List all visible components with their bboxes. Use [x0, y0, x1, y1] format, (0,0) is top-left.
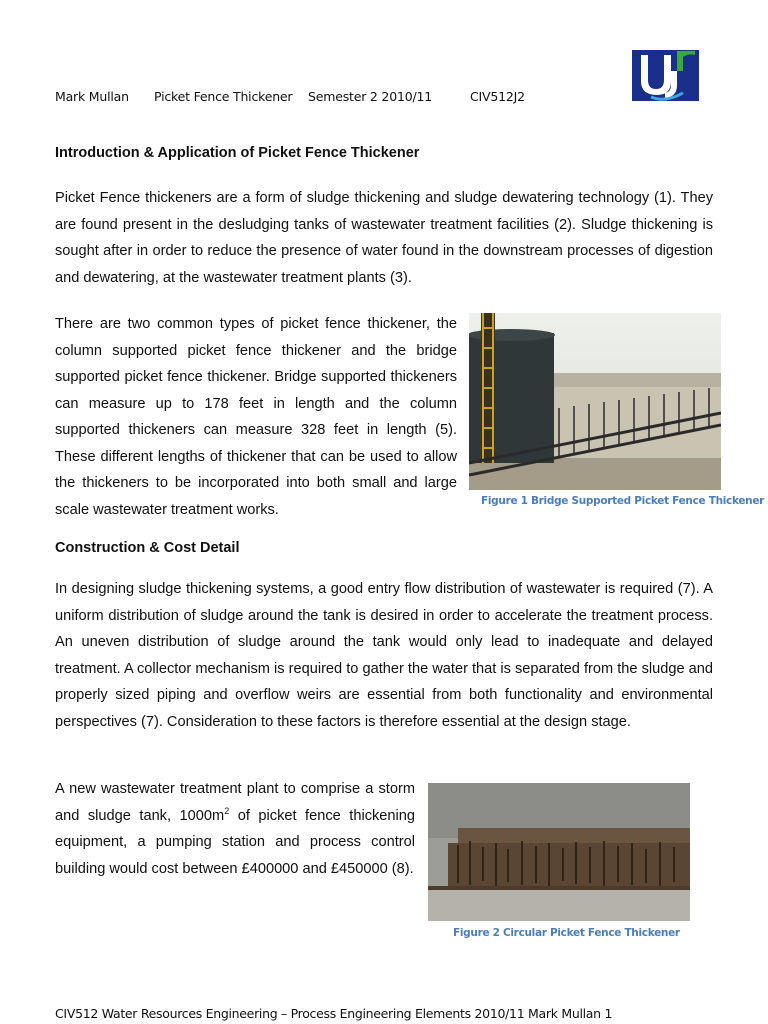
squared-superscript: 2 — [224, 805, 230, 816]
header-semester: Semester 2 2010/11 — [308, 89, 432, 104]
intro-paragraph-2: There are two common types of picket fence thickener, the column supported picket fence thickener and the bridge supported picket fence thickener. Bridge supported thickeners can measure up to 178 feet in length and the column supported thickeners can measure 328 feet in length (5). These different lengths of thickener that can be used to allow the thickeners to be incorporated into both small and large scale wastewater treatment works. — [55, 316, 457, 518]
figure-2-photo — [428, 783, 690, 921]
header-course-code: CIV512J2 — [470, 89, 525, 104]
construction-paragraph-2 — [55, 776, 415, 882]
figure-2-caption: Figure 2 Circular Picket Fence Thickener — [453, 927, 680, 939]
cost-text-part-1: A new wastewater treatment plant to comprise a storm and sludge tank, 1000m — [55, 781, 415, 824]
page-footer: CIV512 Water Resources Engineering – Process Engineering Elements 2010/11 Mark Mullan 1 — [55, 1006, 613, 1021]
header-author: Mark Mullan — [55, 89, 129, 104]
header-topic: Picket Fence Thickener — [154, 89, 293, 104]
figure-1-caption: Figure 1 Bridge Supported Picket Fence Thickener — [481, 495, 765, 507]
construction-heading: Construction & Cost Detail — [55, 540, 240, 556]
intro-paragraph-1: Picket Fence thickeners are a form of sludge thickening and sludge dewatering technology (1). They are found present in the desludging tanks of wastewater treatment facilities (2). Sludge thickening is sought after in order to reduce the presence of water found in the downstream processes of digestion and dewatering, at the wastewater treatment plants (3). — [55, 190, 713, 286]
construction-paragraph-1: In designing sludge thickening systems, a good entry flow distribution of wastewater is required (7). A uniform distribution of sludge around the tank is desired in order to accelerate the treatment process. An uneven distribution of sludge around the tank would only lead to inadequate and delayed treatment. A collector mechanism is required to gather the water that is separated from the sludge and properly sized piping and overflow weirs are essential from both functionality and environmental perspectives (7). Consideration to these factors is therefore essential at the design stage. — [55, 581, 713, 730]
intro-heading: Introduction & Application of Picket Fence Thickener — [55, 145, 420, 161]
university-logo-icon — [631, 47, 700, 103]
figure-1-photo — [469, 313, 721, 490]
cost-text-part-2: of picket fence thickening equipment, a pumping station and process control building would cost between £400000 and £450000 (8). — [55, 807, 415, 877]
